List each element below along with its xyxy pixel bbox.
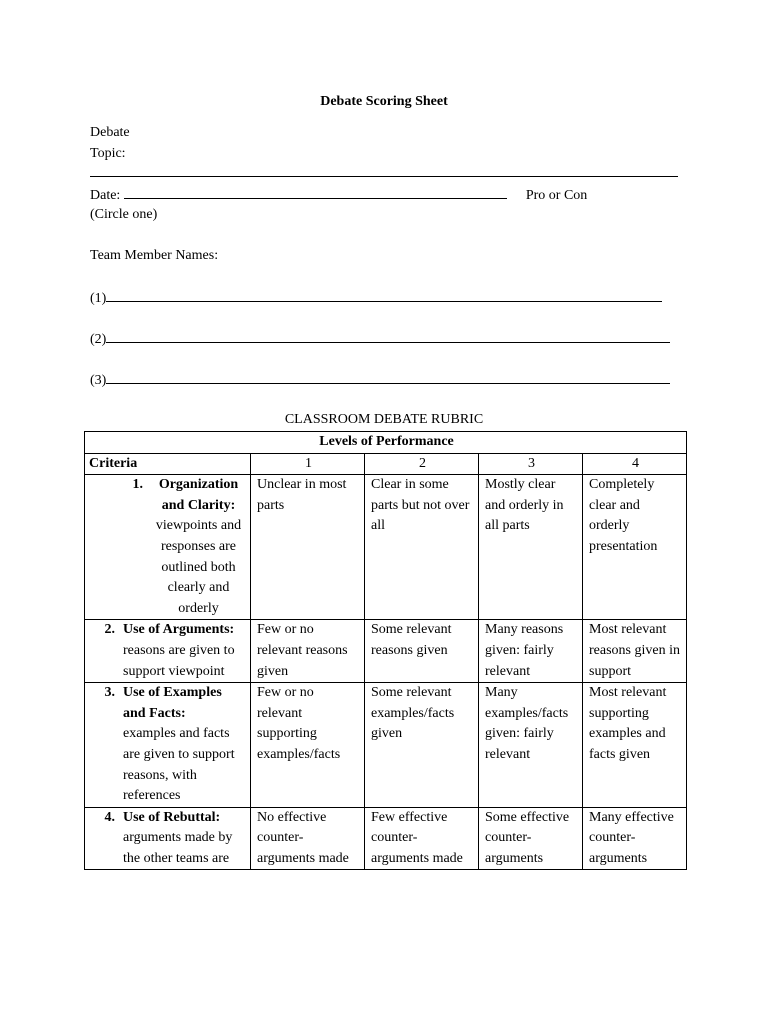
rubric-cell: Most relevant supporting examples and facts given — [583, 683, 687, 808]
rubric-cell: Many effective counter-arguments — [583, 807, 687, 870]
criterion-description: examples and facts are given to support reasons, with references — [123, 726, 235, 804]
rubric-cell: Mostly clear and orderly in all parts — [479, 475, 583, 620]
table-row — [85, 683, 687, 808]
member-line-2 — [90, 328, 670, 350]
level-2-header: 2 — [365, 453, 479, 475]
rubric-cell: Many examples/facts given: fairly relevant — [479, 683, 583, 808]
criterion-title: Use of Examples and Facts: — [123, 685, 222, 721]
topic-fill-rule — [90, 162, 678, 177]
level-1-header: 1 — [251, 453, 365, 475]
circle-one-note: (Circle one) — [90, 207, 158, 222]
date-row — [90, 184, 587, 206]
member-number: (2) — [90, 332, 107, 347]
member-fill-rule — [106, 369, 670, 384]
criterion-number: 2. — [104, 622, 115, 638]
criterion-description: reasons are given to support viewpoint — [123, 642, 235, 679]
rubric-cell: Most relevant reasons given in support — [583, 620, 687, 683]
criteria-header: Criteria — [85, 453, 251, 475]
rubric-cell: Many reasons given: fairly relevant — [479, 620, 583, 683]
criterion-number: 4. — [104, 809, 115, 825]
criterion-cell — [85, 807, 251, 870]
page-title: Debate Scoring Sheet — [320, 94, 448, 109]
criterion-number: 3. — [104, 685, 115, 701]
table-row — [85, 807, 687, 870]
member-number: (1) — [90, 291, 107, 306]
rubric-table — [84, 431, 687, 870]
level-3-header: 3 — [479, 453, 583, 475]
rubric-cell: Unclear in most parts — [251, 475, 365, 620]
member-fill-rule — [106, 328, 670, 343]
criterion-cell — [85, 620, 251, 683]
criterion-title: Use of Arguments: — [123, 622, 235, 638]
pro-con-label: Pro or Con — [525, 188, 588, 203]
levels-header: Levels of Performance — [85, 432, 687, 454]
criterion-description: arguments made by the other teams are — [123, 830, 233, 866]
member-number: (3) — [90, 373, 107, 388]
criteria-header-row — [85, 453, 687, 475]
criterion-cell — [85, 683, 251, 808]
member-line-3 — [90, 369, 670, 391]
level-4-header: 4 — [583, 453, 687, 475]
criterion-number: 1. — [132, 477, 143, 493]
rubric-cell: Completely clear and orderly presentation — [583, 475, 687, 620]
team-members-label: Team Member Names: — [90, 248, 219, 263]
levels-header-row — [85, 432, 687, 454]
rubric-cell: Few or no relevant reasons given — [251, 620, 365, 683]
date-label: Date: — [90, 188, 121, 203]
date-fill-rule — [124, 184, 507, 199]
table-row — [85, 475, 687, 620]
criterion-title: Organization and Clarity: — [158, 477, 239, 513]
rubric-cell: Some effective counter-arguments — [479, 807, 583, 870]
criterion-cell — [85, 475, 251, 620]
rubric-title: CLASSROOM DEBATE RUBRIC — [284, 412, 484, 427]
criterion-description: viewpoints and responses are outlined both clearly and orderly — [155, 518, 242, 616]
rubric-cell: Few or no relevant supporting examples/facts — [251, 683, 365, 808]
topic-label: Topic: — [90, 146, 126, 161]
rubric-cell: Some relevant examples/facts given — [365, 683, 479, 808]
rubric-cell: Some relevant reasons given — [365, 620, 479, 683]
rubric-cell: Clear in some parts but not over all — [365, 475, 479, 620]
member-fill-rule — [106, 287, 662, 302]
rubric-cell: Few effective counter-arguments made — [365, 807, 479, 870]
criterion-title: Use of Rebuttal: — [123, 809, 221, 825]
rubric-cell: No effective counter-arguments made — [251, 807, 365, 870]
member-line-1 — [90, 287, 662, 309]
table-row — [85, 620, 687, 683]
debate-label: Debate — [90, 125, 130, 140]
topic-line — [90, 162, 678, 184]
